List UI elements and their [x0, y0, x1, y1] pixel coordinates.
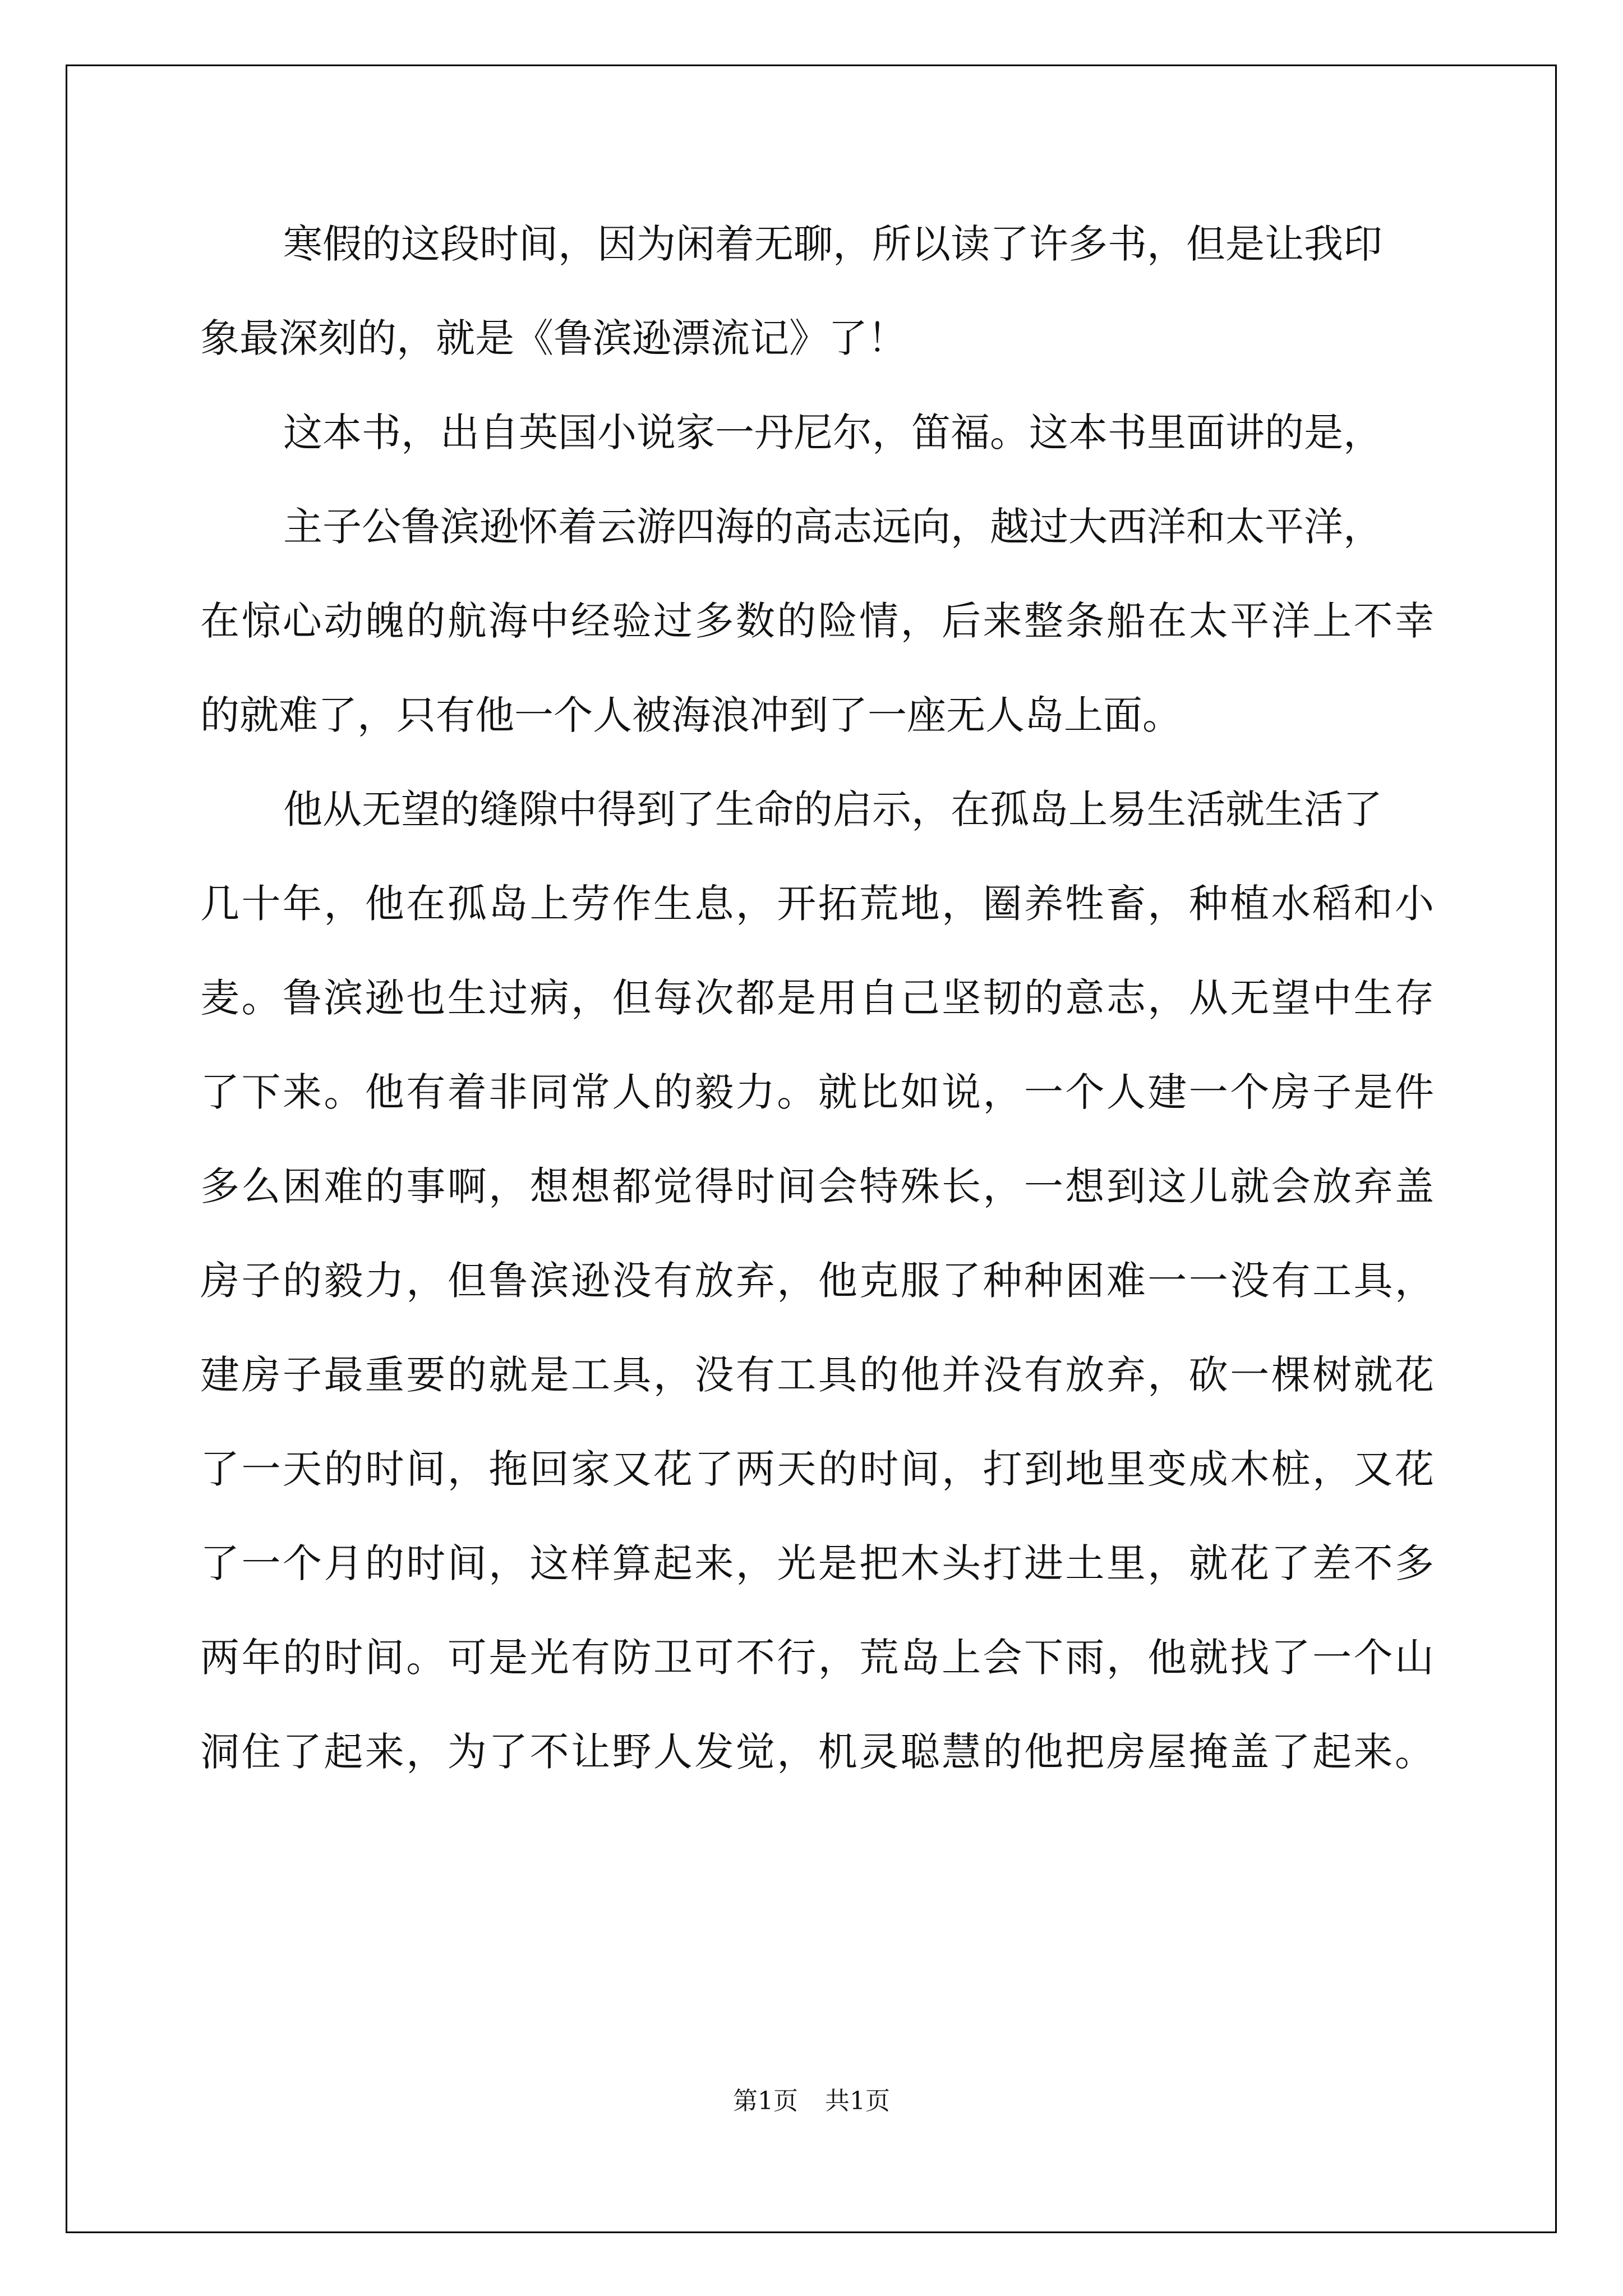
page-total: 共1页 — [825, 2087, 890, 2115]
paragraph-4-line-10: 两年的时间。可是光有防卫可不行，荒岛上会下雨，他就找了一个山 — [200, 1635, 1434, 1681]
paragraph-2-line-1: 这本书，出自英国小说家一丹尼尔，笛福。这本书里面讲的是， — [283, 409, 1382, 455]
page-number: 第1页 — [733, 2087, 798, 2115]
paragraph-1-line-1: 寒假的这段时间，因为闲着无聊，所以读了许多书，但是让我印 — [283, 221, 1382, 267]
paragraph-1-line-2: 象最深刻的，就是《鲁滨逊漂流记》了！ — [200, 315, 907, 361]
paragraph-4-line-11: 洞住了起来，为了不让野人发觉，机灵聪慧的他把房屋掩盖了起来。 — [200, 1729, 1434, 1775]
paragraph-3-line-2: 在惊心动魄的航海中经验过多数的险情，后来整条船在太平洋上不幸 — [200, 598, 1434, 644]
paragraph-4-line-1: 他从无望的缝隙中得到了生命的启示，在孤岛上易生活就生活了 — [283, 786, 1382, 832]
paragraph-4-line-7: 建房子最重要的就是工具，没有工具的他并没有放弃，砍一棵树就花 — [200, 1352, 1434, 1398]
paragraph-3-line-1: 主子公鲁滨逊怀着云游四海的高志远向，越过大西洋和太平洋， — [283, 504, 1382, 550]
paragraph-4-line-2: 几十年，他在孤岛上劳作生息，开拓荒地，圈养牲畜，种植水稻和小 — [200, 881, 1434, 927]
page-border — [66, 65, 1557, 2233]
page-footer — [0, 2085, 1623, 2118]
paragraph-3-line-3: 的就难了，只有他一个人被海浪冲到了一座无人岛上面。 — [200, 692, 1182, 738]
paragraph-4-line-9: 了一个月的时间，这样算起来，光是把木头打进土里，就花了差不多 — [200, 1540, 1434, 1586]
paragraph-4-line-6: 房子的毅力，但鲁滨逊没有放弃，他克服了种种困难一一没有工具， — [200, 1258, 1434, 1304]
paragraph-4-line-8: 了一天的时间，拖回家又花了两天的时间，打到地里变成木桩，又花 — [200, 1446, 1434, 1492]
paragraph-4-line-4: 了下来。他有着非同常人的毅力。就比如说，一个人建一个房子是件 — [200, 1069, 1434, 1115]
paragraph-4-line-3: 麦。鲁滨逊也生过病，但每次都是用自己坚韧的意志，从无望中生存 — [200, 975, 1434, 1021]
paragraph-4-line-5: 多么困难的事啊，想想都觉得时间会特殊长，一想到这儿就会放弃盖 — [200, 1163, 1434, 1209]
